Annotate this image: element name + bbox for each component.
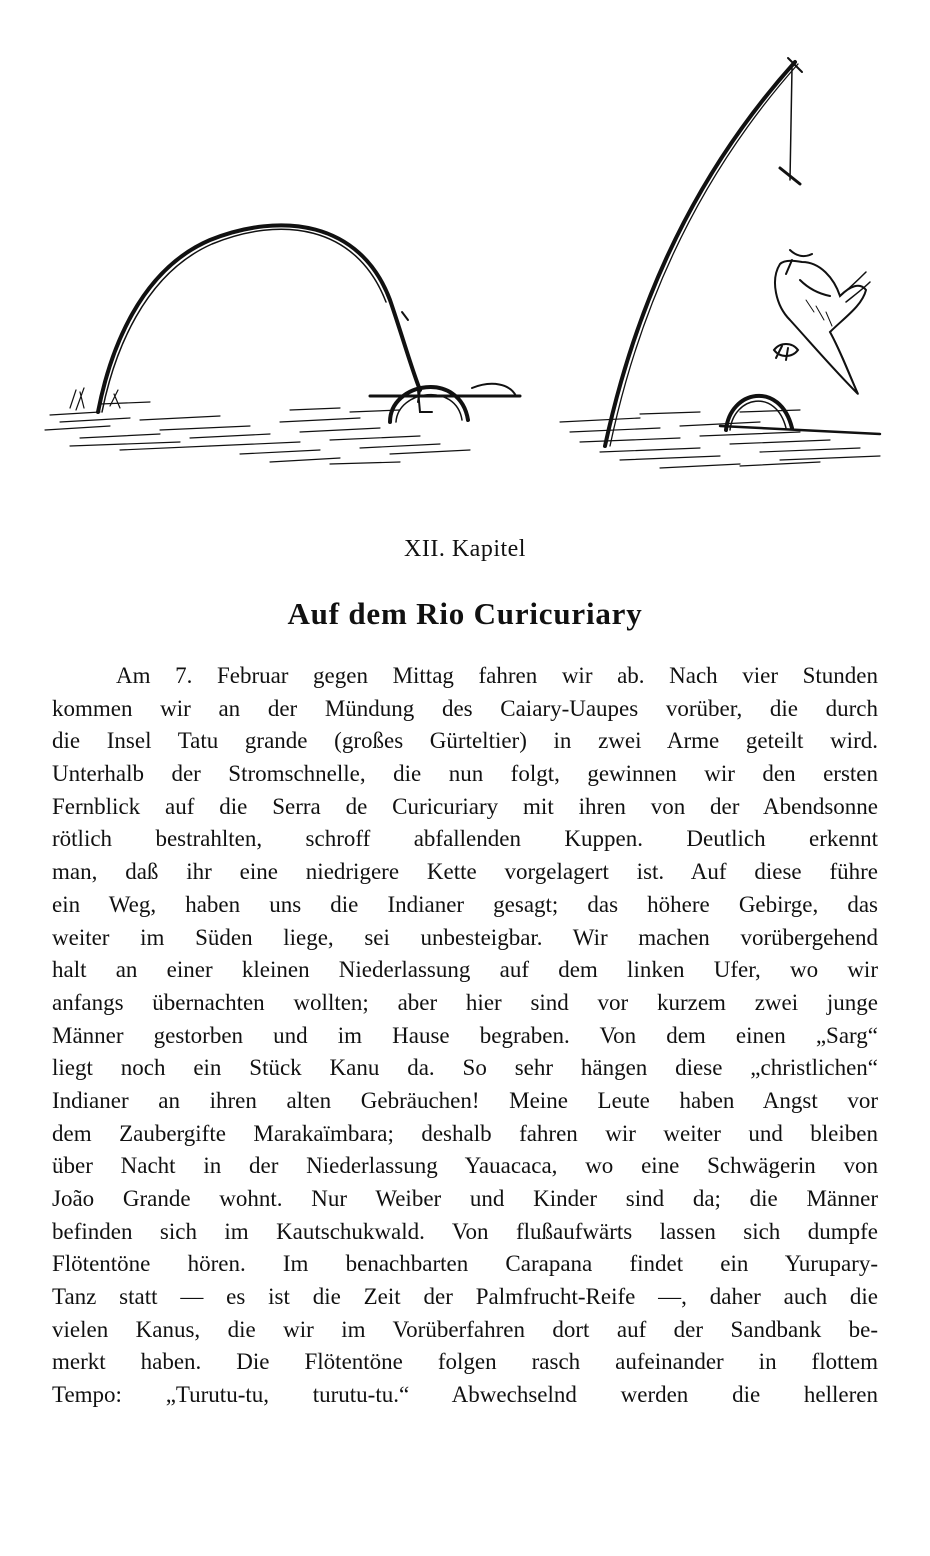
text-line: Tempo: „Turutu-tu, turutu-tu.“ Abwechselnd werden die helleren <box>52 1382 878 1408</box>
hanging-bird-drawing <box>774 250 870 394</box>
left-ground-hatching <box>45 388 470 464</box>
chapter-number: XII. Kapitel <box>404 536 526 562</box>
text-line: anfangs übernachten wollten; aber hier sind vor kurzem zwei junge <box>52 989 878 1015</box>
text-line: Am 7. Februar gegen Mittag fahren wir ab. Nach vier Stunden <box>116 663 878 688</box>
text-line: dem Zaubergifte Marakaïmbara; deshalb fahren wir weiter und bleiben <box>52 1120 878 1146</box>
chapter-title: Auf dem Rio Curicuriary <box>287 596 643 631</box>
text-line: liegt noch ein Stück Kanu da. So sehr hängen diese „christlichen“ <box>52 1055 878 1081</box>
right-trap-drawing <box>560 58 880 468</box>
text-line: über Nacht in der Niederlassung Yauacaca, wo eine Schwägerin von <box>52 1153 878 1179</box>
text-line: João Grande wohnt. Nur Weiber und Kinder sind da; die Männer <box>52 1186 878 1211</box>
text-line: man, daß ihr eine niedrigere Kette vorgelagert ist. Auf diese führe <box>52 859 878 885</box>
bird-trap-illustration <box>40 50 900 490</box>
text-line: befinden sich im Kautschukwald. Von flußaufwärts lassen sich dumpfe <box>52 1218 878 1244</box>
text-line: Unterhalb der Stromschnelle, die nun folgt, gewinnen wir den ersten <box>52 761 878 787</box>
left-trap-drawing <box>45 225 520 464</box>
text-line: die Insel Tatu grande (großes Gürteltier) in zwei Arme geteilt wird. <box>52 728 878 754</box>
text-line: vielen Kanus, die wir im Vorüberfahren dort auf der Sandbank be- <box>52 1316 878 1342</box>
text-line: rötlich bestrahlten, schroff abfallenden Kuppen. Deutlich erkennt <box>52 826 878 852</box>
body-paragraph <box>52 660 878 1412</box>
text-line: Tanz statt — es ist die Zeit der Palmfrucht-Reife —, daher auch die <box>52 1284 878 1310</box>
text-line: ein Weg, haben uns die Indianer gesagt; das höhere Gebirge, das <box>52 891 878 917</box>
text-line: Flötentöne hören. Im benachbarten Carapana findet ein Yurupary- <box>52 1251 878 1277</box>
text-line: Fernblick auf die Serra de Curicuriary mit ihren von der Abendsonne <box>52 793 878 819</box>
text-line: Männer gestorben und im Hause begraben. Von dem einen „Sarg“ <box>52 1022 878 1048</box>
text-line: halt an einer kleinen Niederlassung auf dem linken Ufer, wo wir <box>52 957 878 983</box>
text-line: Indianer an ihren alten Gebräuchen! Meine Leute haben Angst vor <box>52 1087 878 1113</box>
text-line: kommen wir an der Mündung des Caiary-Uaupes vorüber, die durch <box>52 695 878 721</box>
text-line: weiter im Süden liege, sei unbesteigbar. Wir machen vorübergehend <box>52 924 878 950</box>
text-line: merkt haben. Die Flötentöne folgen rasch aufeinander in flottem <box>52 1349 878 1375</box>
